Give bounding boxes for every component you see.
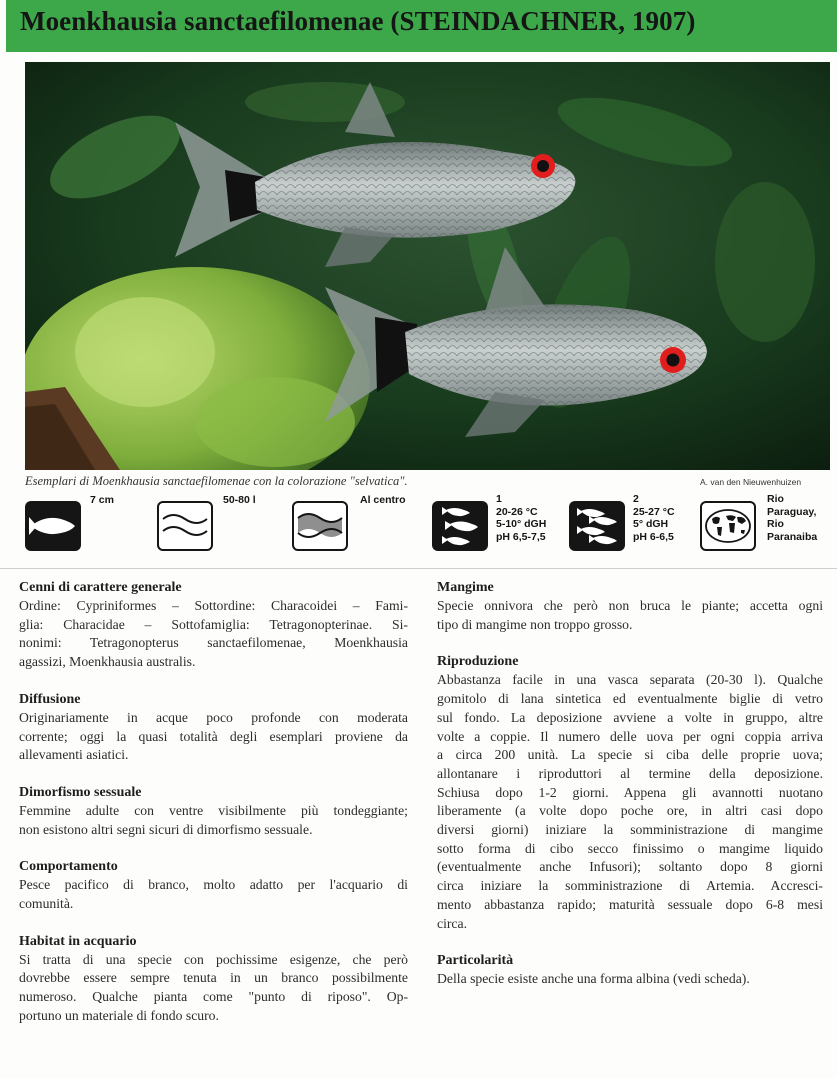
body-line: mento abbastanza rapido; maturità sessuale dopo 6-8 mesi [437,896,823,912]
body-line: allontanare i riproduttori al termine della deposizione. [437,765,823,781]
section-heading: Cenni di carattere generale [19,580,182,595]
body-line: comunità. [19,896,74,912]
water-values-2-temp: 25-27 °C [633,505,675,518]
section [19,857,408,913]
body-line: Della specie esiste anche una forma albina (vedi scheda). [437,971,750,987]
body-line: Schiusa dopo 1-2 giorni. Appena gli avannotti nuotano [437,784,823,800]
section-heading: Comportamento [19,859,118,875]
section [437,652,823,933]
body-line: numeroso. Qualche pianta come "punto di riposo". Op- [19,989,408,1005]
water-values-1-index: 1 [496,493,502,505]
body-line: non esistono altri segni sicuri di dimorfismo sessuale. [19,821,313,837]
body-line: Abbastanza facile in una vasca separata (20-30 l). Qualche [437,672,823,688]
body-line: gomitolo di lana sintetica ed eventualmente biglie di vetro [437,691,823,707]
water-volume-icon [157,501,213,551]
origin-line-4: Paranaiba [767,530,818,543]
body-line: Pesce pacifico di branco, molto adatto per l'acquario di [19,877,408,893]
section-heading: Dimorfismo sessuale [19,784,142,800]
water-values-icon-2 [569,501,625,551]
section-body [437,970,823,989]
body-line: Ordine: Cypriniformes – Sottordine: Characoidei – Fami- [19,598,408,613]
body-line: nonimi: Tetragonopterus sanctaefilomenae, Moenkhausia [19,635,408,651]
world-map-icon [700,501,756,551]
page-title: Moenkhausia sanctaefilomenae (STEINDACHNER, 1907) [20,6,696,36]
body-line: glia: Characidae – Sottofamiglia: Tetragonopterinae. Si- [19,616,408,632]
section [19,690,408,765]
section [19,783,408,839]
section-heading: Diffusione [19,691,81,707]
body-line: diversi giorni) iniziare la somministrazione di mangime [437,822,823,838]
fish-photo [25,62,830,470]
water-values-2-ph: pH 6-6,5 [633,530,674,543]
section-heading: Riproduzione [437,654,519,670]
section-body [19,951,408,1026]
fish-size-icon [25,501,81,551]
body-line: volte a coppie. Il numero delle uova per ogni coppia arriva [437,728,823,744]
body-line: sotto forma di cibo secco finissimo o mangime liquido [437,840,823,856]
section-body [19,597,408,672]
zone-label: Al centro [360,494,406,506]
body-line: dovrebbe essere sempre tenuta in un branco possibilmente [19,970,408,986]
section-body [19,709,408,765]
body-line: agassizi, Moenkhausia australis. [19,654,196,670]
water-values-2 [633,493,675,543]
body-line: Femmine adulte con ventre visibilmente più tondeggiante; [19,802,408,818]
body-line: portuno un materiale di fondo scuro. [19,1007,219,1023]
section-body [19,876,408,913]
body-line: tipo di mangime non troppo grosso. [437,616,633,632]
section [437,578,823,634]
water-values-2-index: 2 [633,493,639,505]
body-line: Specie onnivora che però non bruca le piante; accetta ogni [437,598,823,613]
section [19,932,408,1026]
photo-caption: Esemplari di Moenkhausia sanctaefilomenae con la colorazione "selvatica". [25,474,408,488]
origin-line-2: Paraguay, [767,505,817,518]
body-line: Si tratta di una specie con pochissime esigenze, che però [19,951,408,967]
info-icon-row [0,492,837,560]
section-body [437,671,823,933]
water-values-1-temp: 20-26 °C [496,505,538,518]
origin-label [767,493,817,543]
divider [0,568,837,569]
title-bar [6,0,837,52]
body-line: (eventualmente anche Infusori); soltanto dopo 8 giorni [437,859,823,875]
section-body [437,597,823,634]
body-line: a circa 200 unità. La specie si ciba delle proprie uova; [437,747,823,763]
water-values-1 [496,493,546,543]
section-body [19,802,408,839]
origin-line-3: Rio [767,518,784,530]
body-line: liberamente (a volte dopo poche ore, in altri casi dopo [437,803,823,819]
section-heading: Particolarità [437,953,514,969]
photo-credit: A. van den Nieuwenhuizen [700,477,802,487]
size-label: 7 cm [90,494,114,506]
left-column [19,578,408,1044]
body-line: corrente; oggi la quasi totalità degli esemplari proviene da [19,728,408,744]
swimming-zone-icon [292,501,348,551]
body-line: circa iniziare la somministrazione di Artemia. Accresci- [437,878,823,894]
water-values-1-ph: pH 6,5-7,5 [496,530,546,543]
body-line: circa. [437,915,468,931]
water-values-icon-1 [432,501,488,551]
section-heading: Habitat in acquario [19,933,137,949]
origin-line-1: Rio [767,493,784,505]
water-values-1-hardness: 5-10° dGH [496,518,547,530]
body-line: Originariamente in acque poco profonde con moderata [19,709,408,725]
right-column [437,578,823,1007]
body-line: allevamenti asiatici. [19,747,129,763]
section [19,578,408,672]
water-values-2-hardness: 5° dGH [633,518,669,530]
section [437,951,823,989]
body-line: sul fondo. La deposizione avviene a volte in gruppo, altre [437,709,823,725]
section-heading: Mangime [437,580,494,595]
volume-label: 50-80 l [223,494,256,506]
